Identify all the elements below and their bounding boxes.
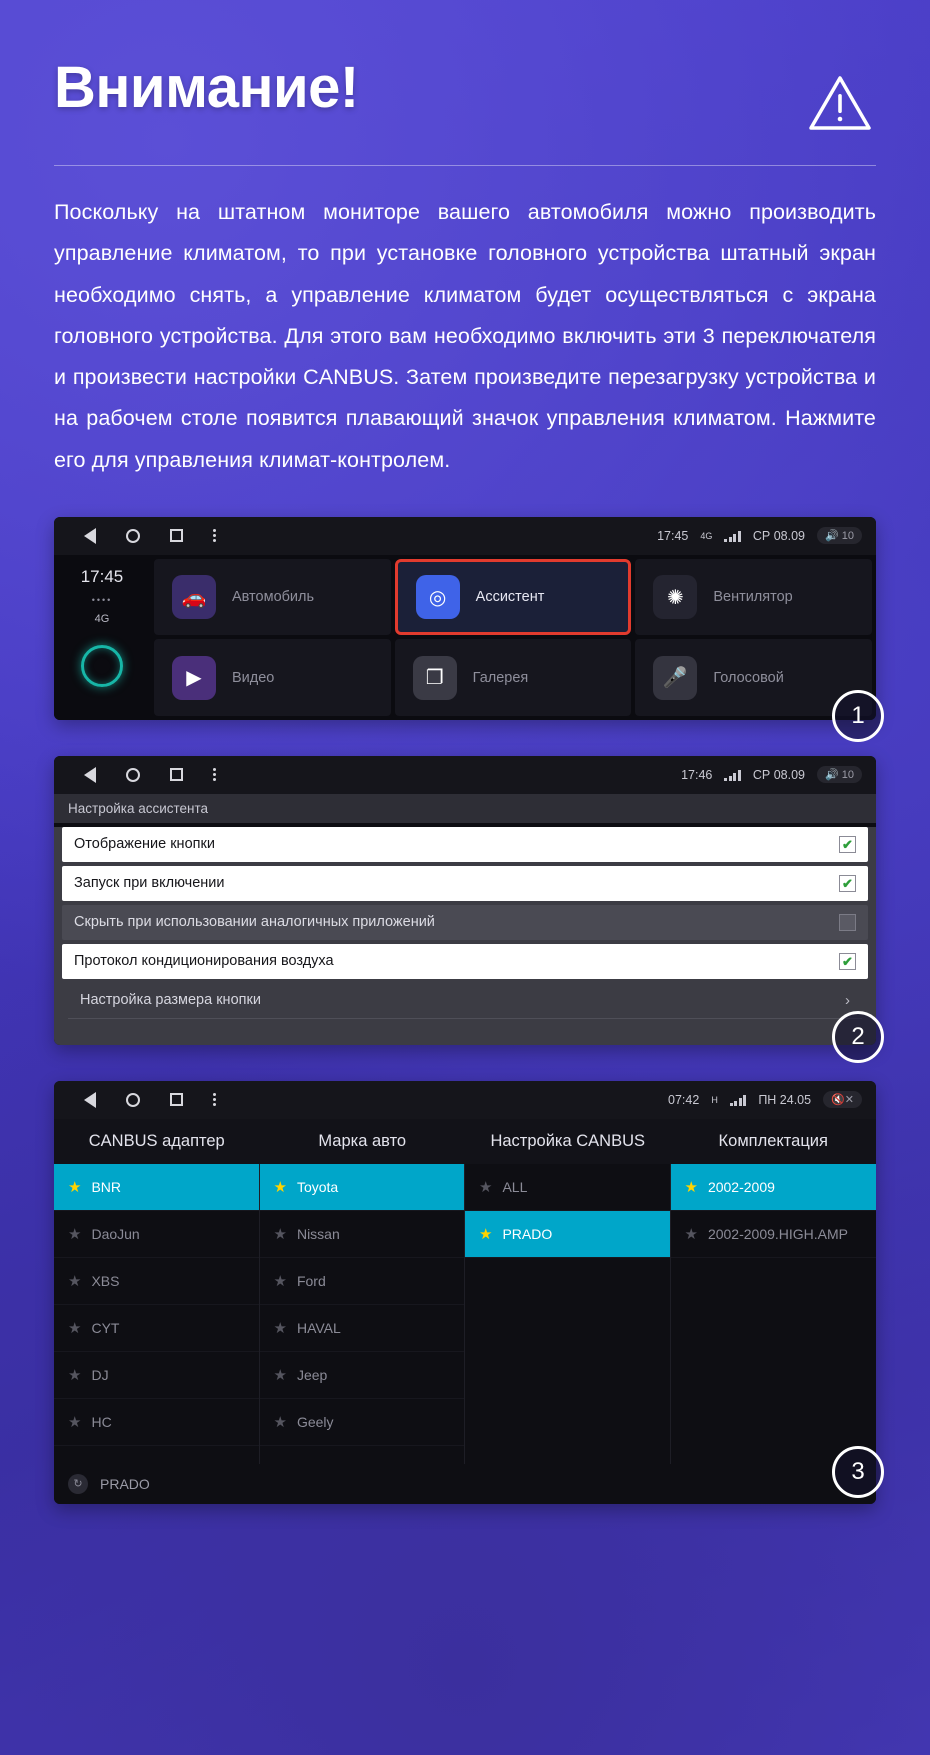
setting-label: Скрыть при использовании аналогичных приложений xyxy=(74,914,435,931)
overflow-menu-icon[interactable] xyxy=(213,1093,216,1106)
star-icon: ★ xyxy=(273,1413,287,1431)
list-item-label: Toyota xyxy=(296,1178,339,1195)
refresh-icon[interactable]: ↻ xyxy=(68,1474,88,1494)
list-item-label: Ford xyxy=(296,1272,326,1289)
list-item-label: CYT xyxy=(91,1319,120,1336)
list-item[interactable] xyxy=(54,1399,259,1446)
recents-icon[interactable] xyxy=(170,768,183,781)
overflow-menu-icon[interactable] xyxy=(213,529,216,542)
list-item-label: Jeep xyxy=(296,1366,328,1383)
star-icon: ★ xyxy=(479,1225,493,1243)
setting-row-button-size[interactable] xyxy=(68,983,862,1019)
canbus-footer-label: PRADO xyxy=(100,1475,150,1492)
list-item[interactable] xyxy=(54,1164,259,1211)
settings-section-title: Настройка ассистента xyxy=(54,794,876,823)
step-badge-3: 3 xyxy=(832,1446,884,1498)
page-title: Внимание! xyxy=(54,55,359,120)
assistant-orb-icon[interactable] xyxy=(81,645,123,687)
home-icon[interactable] xyxy=(126,1093,140,1107)
back-icon[interactable] xyxy=(84,528,96,544)
star-icon: ★ xyxy=(273,1319,287,1337)
list-item[interactable] xyxy=(260,1164,465,1211)
signal-bars-icon xyxy=(724,769,741,781)
recents-icon[interactable] xyxy=(170,1093,183,1106)
list-item[interactable] xyxy=(54,1305,259,1352)
launcher-tiles xyxy=(150,555,876,720)
tab-trim-level[interactable]: Комплектация xyxy=(718,1131,828,1150)
list-item[interactable] xyxy=(260,1305,465,1352)
tile-label: Видео xyxy=(232,669,275,686)
list-item-label: 2002-2009.HIGH.AMP xyxy=(707,1225,849,1242)
statusbar-date-3: ПН 24.05 xyxy=(758,1092,812,1107)
back-icon[interactable] xyxy=(84,1092,96,1108)
overflow-menu-icon[interactable] xyxy=(213,768,216,781)
launcher-network-label: 4G xyxy=(94,612,110,625)
tile-label: Галерея xyxy=(472,669,529,686)
launcher-clock: 17:45 xyxy=(80,566,124,586)
star-icon: ★ xyxy=(68,1366,82,1384)
statusbar-date-1: СР 08.09 xyxy=(752,528,805,543)
home-icon[interactable] xyxy=(126,529,140,543)
setting-row-show-button[interactable] xyxy=(62,827,868,862)
microphone-icon: 🎤 xyxy=(653,656,697,700)
volume-indicator-2[interactable]: 🔊 10 xyxy=(817,766,862,783)
title-row xyxy=(54,40,876,137)
list-item-label: Nissan xyxy=(296,1225,340,1242)
statusbar-2 xyxy=(54,756,876,794)
tile-car[interactable] xyxy=(154,559,391,636)
chevron-right-icon: › xyxy=(845,991,850,1009)
volume-indicator-1[interactable]: 🔊 10 xyxy=(817,527,862,544)
list-item-label: PRADO xyxy=(502,1225,553,1242)
list-item-label: Geely xyxy=(296,1413,334,1430)
checkbox-autostart[interactable]: ✔ xyxy=(839,875,856,892)
list-item-label: ALL xyxy=(502,1178,528,1195)
tile-label: Вентилятор xyxy=(713,589,793,606)
screenshot-assistant-settings xyxy=(54,756,876,1050)
tile-gallery[interactable] xyxy=(395,639,632,716)
star-icon: ★ xyxy=(68,1413,82,1431)
canbus-columns xyxy=(54,1164,876,1464)
list-item[interactable] xyxy=(260,1352,465,1399)
checkbox-hide-similar[interactable] xyxy=(839,914,856,931)
body-paragraph: Поскольку на штатном мониторе вашего автомобиля можно производить управление климатом, то при установке головного устройства штатный экран необходимо снять, а управление климатом будет осуществляться с экрана головного устройства. Для этого вам необходимо включить эти 3 переключателя и произвести настройки CANBUS. Затем произведите перезагрузку устройства и на рабочем столе появится плавающий значок управления климатом. Нажмите его для управления климат-контролем. xyxy=(54,200,876,472)
star-icon: ★ xyxy=(273,1178,287,1196)
tab-canbus-adapter[interactable]: CANBUS адаптер xyxy=(88,1131,225,1150)
star-icon: ★ xyxy=(68,1225,82,1243)
list-item-label: DJ xyxy=(91,1366,109,1383)
star-icon: ★ xyxy=(273,1272,287,1290)
tile-assistant[interactable] xyxy=(395,559,632,636)
list-item[interactable] xyxy=(671,1164,877,1211)
recents-icon[interactable] xyxy=(170,529,183,542)
star-icon: ★ xyxy=(684,1225,698,1243)
statusbar-network-3: H xyxy=(711,1094,718,1105)
statusbar-3 xyxy=(54,1081,876,1119)
screenshot-canbus-settings xyxy=(54,1081,876,1504)
tile-video[interactable] xyxy=(154,639,391,716)
statusbar-time-1: 17:45 xyxy=(657,528,689,543)
column-brand xyxy=(260,1164,466,1464)
tile-label: Автомобиль xyxy=(232,589,315,606)
setting-row-autostart[interactable] xyxy=(62,866,868,901)
statusbar-network-1: 4G xyxy=(700,530,713,541)
canbus-tabs xyxy=(54,1119,876,1164)
column-canbus-setting xyxy=(465,1164,671,1464)
gallery-icon: ❐ xyxy=(413,656,457,700)
android-nav-buttons[interactable] xyxy=(68,528,216,544)
star-icon: ★ xyxy=(479,1178,493,1196)
tab-car-brand[interactable]: Марка авто xyxy=(318,1131,407,1150)
list-item-label: BNR xyxy=(91,1178,122,1195)
statusbar-1 xyxy=(54,517,876,555)
setting-label: Отображение кнопки xyxy=(74,836,215,853)
list-item-label: HC xyxy=(91,1413,112,1430)
step-badge-2: 2 xyxy=(832,1011,884,1063)
mute-icon[interactable]: 🔇✕ xyxy=(823,1091,862,1108)
setting-label: Протокол кондиционирования воздуха xyxy=(74,953,334,970)
tile-label: Ассистент xyxy=(475,589,545,606)
setting-row-ac-protocol[interactable] xyxy=(62,944,868,979)
car-icon: 🚗 xyxy=(172,575,216,619)
screenshot-launcher xyxy=(54,517,876,729)
statusbar-date-2: СР 08.09 xyxy=(752,767,805,782)
launcher-screen xyxy=(54,555,876,720)
warning-triangle-icon xyxy=(808,74,872,137)
column-adapter xyxy=(54,1164,260,1464)
star-icon: ★ xyxy=(684,1178,698,1196)
star-icon: ★ xyxy=(68,1178,82,1196)
signal-bars-icon xyxy=(724,530,741,542)
header-divider xyxy=(54,165,876,166)
column-trim xyxy=(671,1164,877,1464)
settings-list xyxy=(54,827,876,1045)
signal-bars-icon xyxy=(730,1094,747,1106)
list-item[interactable] xyxy=(465,1164,670,1211)
android-nav-buttons[interactable] xyxy=(68,767,216,783)
checkbox-ac-protocol[interactable]: ✔ xyxy=(839,953,856,970)
signal-dots-icon: •••• xyxy=(91,594,113,605)
tile-fan[interactable] xyxy=(635,559,872,636)
android-nav-buttons[interactable] xyxy=(68,1092,216,1108)
fan-icon: ✺ xyxy=(653,575,697,619)
list-item[interactable] xyxy=(54,1258,259,1305)
list-item-label: 2002-2009 xyxy=(707,1178,775,1195)
video-icon: ▶ xyxy=(172,656,216,700)
tile-label: Голосовой xyxy=(713,669,784,686)
back-icon[interactable] xyxy=(84,767,96,783)
list-item[interactable] xyxy=(54,1211,259,1258)
assistant-icon: ◎ xyxy=(416,575,460,619)
list-item[interactable] xyxy=(465,1211,670,1258)
setting-label: Настройка размера кнопки xyxy=(80,992,261,1009)
star-icon: ★ xyxy=(68,1272,82,1290)
launcher-sidebar xyxy=(54,555,150,720)
list-item[interactable] xyxy=(260,1211,465,1258)
list-item-label: DaoJun xyxy=(91,1225,140,1242)
statusbar-time-3: 07:42 xyxy=(668,1092,700,1107)
step-badge-1: 1 xyxy=(832,690,884,742)
list-item[interactable] xyxy=(54,1352,259,1399)
canbus-footer xyxy=(54,1464,876,1504)
star-icon: ★ xyxy=(273,1366,287,1384)
checkbox-show-button[interactable]: ✔ xyxy=(839,836,856,853)
list-item[interactable] xyxy=(260,1399,465,1446)
star-icon: ★ xyxy=(273,1225,287,1243)
home-icon[interactable] xyxy=(126,768,140,782)
tab-canbus-setting[interactable]: Настройка CANBUS xyxy=(490,1131,646,1150)
list-item[interactable] xyxy=(260,1258,465,1305)
list-item[interactable] xyxy=(671,1211,877,1258)
setting-row-hide-similar[interactable] xyxy=(62,905,868,940)
list-item-label: HAVAL xyxy=(296,1319,341,1336)
statusbar-time-2: 17:46 xyxy=(681,767,713,782)
list-item-label: XBS xyxy=(91,1272,120,1289)
setting-label: Запуск при включении xyxy=(74,875,225,892)
star-icon: ★ xyxy=(68,1319,82,1337)
